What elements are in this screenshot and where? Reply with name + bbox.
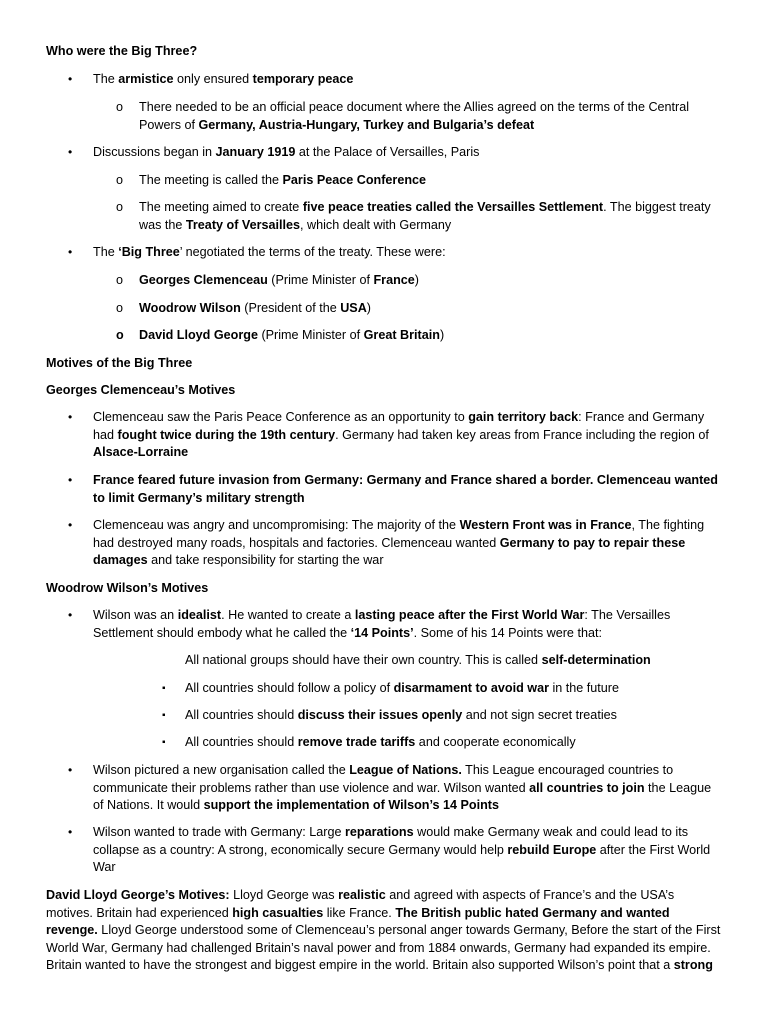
bullet-icon: • — [68, 518, 73, 532]
bullet-icon: • — [68, 825, 73, 839]
point-item: All countries should remove trade tariffs and cooperate economically — [185, 735, 576, 749]
bullet-icon: • — [68, 145, 73, 159]
point-item: All national groups should have their own country. This is called self-determination — [185, 653, 651, 667]
bullet-icon: • — [68, 245, 73, 259]
square-bullet-icon: ▪ — [162, 710, 166, 721]
bullet-icon: • — [68, 473, 73, 487]
sub-bullet-icon: o — [116, 200, 124, 214]
leader-item: Georges Clemenceau (Prime Minister of France) — [139, 273, 419, 287]
point-item: All countries should discuss their issues openly and not sign secret treaties — [185, 708, 617, 722]
big-three-item: The ‘Big Three’ negotiated the terms of the treaty. These were: — [93, 245, 446, 259]
wilson-trade-item: Wilson wanted to trade with Germany: Large reparations would make Germany weak and could lead to its collapse as a country: A strong, economically secure Germany would help rebuild Europe after the First World War — [93, 825, 711, 874]
bullet-icon: • — [68, 608, 73, 622]
leader-item: David Lloyd George (Prime Minister of Great Britain) — [139, 328, 445, 342]
square-bullet-icon: ▪ — [162, 737, 166, 748]
armistice-item: The armistice only ensured temporary peace — [93, 72, 354, 86]
bullet-icon: • — [68, 410, 73, 424]
bullet-icon: • — [68, 72, 73, 86]
sub-bullet-icon: o — [116, 328, 124, 342]
meeting-called-item: The meeting is called the Paris Peace Conference — [139, 173, 427, 187]
sub-bullet-icon: o — [116, 301, 124, 315]
bullet-icon: • — [68, 763, 73, 777]
heading-wilson: Woodrow Wilson’s Motives — [46, 581, 209, 595]
discussions-item: Discussions began in January 1919 at the Palace of Versailles, Paris — [93, 145, 480, 159]
meeting-aim-item: The meeting aimed to create five peace treaties called the Versailles Settlement. The biggest treaty was the Treaty of Versailles, which dealt with Germany — [139, 200, 711, 232]
leader-item: Woodrow Wilson (President of the USA) — [139, 301, 371, 315]
peace-document-item: There needed to be an official peace document where the Allies agreed on the terms of the Central Powers of Germany, Austria-Hungary, Turkey and Bulgaria’s defeat — [139, 100, 690, 132]
sub-bullet-icon: o — [116, 173, 124, 187]
heading-clemenceau: Georges Clemenceau’s Motives — [46, 383, 236, 397]
sub-bullet-icon: o — [116, 273, 124, 287]
wilson-league-item: Wilson pictured a new organisation called the League of Nations. This League encouraged countries to communicate their problems rather than use violence and war. Wilson wanted all countries to join the League of Nations. It would support the implementation of Wilson’s 14 Points — [93, 763, 712, 812]
point-item: All countries should follow a policy of disarmament to avoid war in the future — [185, 681, 619, 695]
clemenceau-angry-item: Clemenceau was angry and uncompromising: The majority of the Western Front was in France, The fighting had destroyed many roads, hospitals and factories. Clemenceau wanted Germany to pay to repair these damages and take responsibility for starting the war — [93, 518, 705, 567]
lloyd-george-paragraph: David Lloyd George’s Motives: Lloyd George was realistic and agreed with aspects of France’s and the USA’s motives. Britain had experienced high casualties like France. The British public hated Germany and wanted revenge. Lloyd George understood some of Clemenceau’s personal anger towards Germany, Before the start of the First World War, Germany had challenged Britain’s naval power and from 1884 onwards, Germany had expanded its empire. Britain wanted to have the strongest and biggest empire in the world. Britain also supported Wilson’s point that a strong — [46, 888, 721, 972]
wilson-idealist-item: Wilson was an idealist. He wanted to create a lasting peace after the First World War: The Versailles Settlement should embody what he called the ‘14 Points’. Some of his 14 Points were that: — [93, 608, 671, 640]
heading-big-three: Who were the Big Three? — [46, 44, 198, 58]
sub-bullet-icon: o — [116, 100, 124, 114]
heading-motives: Motives of the Big Three — [46, 356, 193, 370]
clemenceau-fear-item: France feared future invasion from Germany: Germany and France shared a border. Clemenceau wanted to limit Germany’s military strength — [93, 473, 718, 505]
clemenceau-territory-item: Clemenceau saw the Paris Peace Conference as an opportunity to gain territory back: France and Germany had fought twice during the 19th century. Germany had taken key areas from France including the region of Alsace-Lorraine — [93, 410, 709, 459]
square-bullet-icon: ▪ — [162, 683, 166, 694]
